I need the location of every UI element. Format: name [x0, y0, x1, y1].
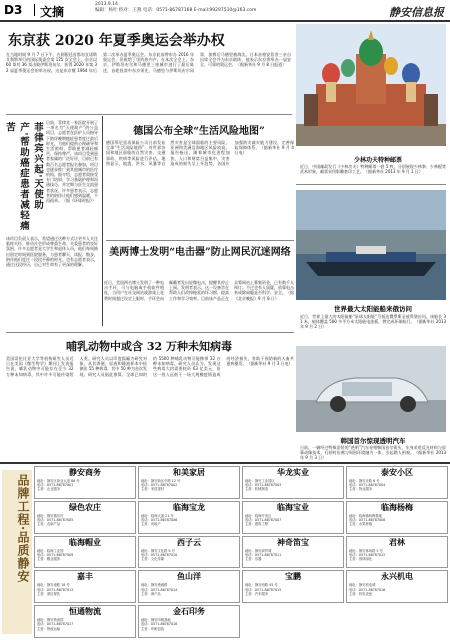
ad-detail-line: 地址：静安工业园区 [245, 479, 275, 483]
ad-details [139, 513, 239, 528]
ad-name: 神奇笛宝 [277, 536, 309, 547]
rescue-body: 日前，菲律宾一家医院开展了一项名为“天使助产”的公益项目，志愿者在医护人员指导下陪伴晚期癌症患者度过最后时光，为他们提供心理疏导和生活照料，帮助患者减轻痛苦、保持尊严。该项目受到患者家属的广泛好评，目前已有数百名志愿者报名参加，项目也逐步推广到其他城市的医疗机构。据介绍，志愿者需接受专门培训，学习基础护理和沟通技巧，并定期与医生交流患者状况。许多患者表示，志愿者的陪伴让他们感到温暖，不再孤单。（据《环球时报》） [46, 120, 98, 204]
ad-detail-line: 主营：海产品 [141, 591, 161, 596]
issue-info [95, 2, 256, 14]
ad-details [243, 478, 343, 493]
car-photo [296, 346, 446, 432]
ad-detail-line: 电话：0571-86787003 [245, 483, 282, 488]
ad-detail-line: 地址：静安南路 18 号 [37, 583, 70, 588]
ad-detail-line: 主营：文化传媒 [141, 557, 165, 561]
olympics-headline: 东京获 2020 年夏季奥运会举办权 [8, 33, 225, 49]
stamp-caption-title: 少林功夫特种邮票 [353, 157, 402, 164]
solar-boat-photo [296, 190, 446, 300]
ad-detail-line: 电话：0571-86787001 [37, 483, 74, 488]
ad-detail-line: 地址：临海镇杨梅基地 [349, 513, 382, 518]
divider [6, 332, 294, 333]
ad-box [138, 605, 240, 638]
solar-boat-title: 世界最大太阳能船来俄访问 [334, 305, 412, 313]
cathedral-illustration [296, 24, 446, 146]
ad-name: 西子云 [177, 536, 201, 547]
newspaper-name: 静安信息报 [389, 6, 444, 19]
stamp-photo [296, 24, 446, 146]
column-rule [102, 116, 103, 326]
ad-area-top-rule [0, 462, 450, 464]
ad-detail-line: 地址：临海开发区 [245, 513, 272, 518]
ad-name: 临海帽业 [69, 536, 101, 547]
section-name: 文摘 [40, 5, 65, 19]
ad-name: 鱼山洋 [177, 571, 201, 582]
ad-name: 静安商务 [69, 467, 101, 477]
ad-details [139, 478, 239, 493]
ad-detail-line: 主营：园林绿化 [349, 557, 373, 561]
ad-box [34, 466, 136, 499]
ad-detail-line: 主营：企业服务 [37, 487, 61, 492]
ad-box [346, 501, 448, 534]
ad-detail-line: 电话：0571-86787016 [349, 587, 386, 592]
ad-detail-line: 主营：酒店餐饮 [37, 591, 61, 596]
ad-details [243, 582, 343, 597]
ad-box [138, 570, 240, 603]
solar-boat-illustration [296, 190, 446, 300]
ad-detail-line: 地址：临海工业园 [37, 548, 64, 553]
ad-detail-line: 电话：0571-86787014 [141, 587, 178, 592]
divider [296, 184, 446, 185]
ad-detail-line: 地址：静安区商业大道 88 号 [37, 479, 80, 483]
ad-detail-line: 电话：0571-86787010 [141, 552, 178, 557]
ad-box [34, 536, 136, 569]
mammal-body: 美国哥伦比亚大学等机构研究人员近日在美国《微生物学》期刊上发表报告说，哺乳动物中可能存在至少 32 万种未知病毒，其中许多可能传染给人类。研究人员以印度狐蝠为研究对象，从其粪便、尿液和唾液样本中检测出 55 种病毒，其中 50 种为首次发现。研究人员据此推算，全球已知的约 5500 种哺乳动物可能携带 32 万种未知病毒。研究人员认为，发现这些病毒大约需要耗资 63 亿美元，但这一投入远低于一场大规模疫情造成的经济损失，有助于预防新的人畜共患病暴发。（据新华社 9 月 3 日电） [6, 356, 294, 377]
ad-box [346, 536, 448, 569]
ad-detail-line: 主营：机电设备 [349, 591, 373, 596]
ad-detail-line: 地址：静安商贸城 [245, 548, 272, 553]
ad-name: 临海宝业 [277, 501, 309, 512]
ad-detail-line: 地址：静安文化路 9 号 [141, 548, 175, 553]
ad-detail-line: 主营：汽车服务 [245, 591, 269, 596]
ad-box [34, 501, 136, 534]
ad-name: 和美家居 [173, 467, 205, 477]
ad-detail-line: 地址：静安西路 45 号 [245, 583, 278, 588]
ad-detail-line: 电话：0571-86787007 [245, 518, 282, 522]
germany-body: 德国慕尼黑再保险公司日前发布全球“生活风险地图”，对世界各国和地区面临的自然灾害、交通事故、疾病等风险进行评估。地图显示，地震、洪水、风暴等自然灾害是全球面临的主要风险，亚洲和美洲沿海地区风险较高。报告指出，随着城市化进程加快，人口和财富日益集中，灾害造成的损失呈上升趋势，各国应加强防灾减灾能力建设，完善保险保障体系。（据新华社 9 月 4 日电） [106, 140, 294, 166]
ad-detail-line: 电话：0571-86787006 [141, 518, 178, 522]
ad-box [346, 570, 448, 603]
ad-name: 嘉丰 [77, 571, 93, 582]
ad-detail-line: 主营：机械制造 [245, 487, 269, 492]
ad-details [243, 513, 343, 528]
ad-detail-line: 电话：0571-86787011 [245, 552, 282, 557]
ad-detail-line: 地址：静安新区中路 12 号 [141, 479, 181, 483]
divider [106, 240, 294, 241]
ad-box [346, 466, 448, 499]
ad-detail-line: 电话：0571-86787008 [349, 518, 386, 522]
ad-detail-line: 地址：静安机电城 [349, 583, 376, 588]
car-title: 韩国首尔惊现透明汽车 [340, 437, 406, 445]
ad-box [242, 501, 344, 534]
ad-details [35, 582, 135, 597]
ad-detail-line: 地址：静安物流园 [37, 618, 64, 623]
ad-name: 君林 [389, 536, 405, 547]
ad-name: 永兴机电 [381, 571, 413, 582]
header-divider [34, 4, 35, 16]
solar-boat-caption: 近日，世界上最大的太阳能船“星球太阳能”号抵达俄罗斯圣彼得堡访问。该船长 31 米，船体覆盖 500 多平方米太阳能电池板，曾完成环球航行。（据新华社 2013 年 9 月 2 日） [300, 314, 446, 330]
rescue-body-continued: 该项目负责人表示，希望通过这种方式让更多人关注临终关怀，推动社会形成尊重生命、关爱患者的良好氛围。许多志愿者是大学生和退休人员，他们每周抽出固定时间到医院服务，与患者聊天、读报、散步，陪伴他们度过一段段平静的时光。也有志愿者表示，通过这段经历，自己对生命有了更深的理解。 [6, 236, 98, 268]
ad-box [138, 466, 240, 499]
ad-detail-line: 地址：临海大道 21 号 [141, 513, 174, 518]
ad-details [35, 513, 135, 528]
issue-contacts: 编辑：杨叶 校对：王燕 电话：0571-86787168 E-mail:99297510@163.com [95, 8, 257, 13]
ad-name: 华龙实业 [277, 467, 309, 477]
ad-grid [34, 466, 448, 638]
ad-detail-line: 电话：0571-86787015 [245, 587, 282, 592]
car-caption: 日前，一辆经过特殊涂装的“透明”汽车亮相韩国首尔街头，车身采用反光材料与屏幕成像技术，行驶时仿佛与周围环境融为一体，引起路人围观。（据新华社 2013 年 9 月 3 日） [300, 445, 446, 461]
ad-name: 金石印务 [173, 606, 205, 617]
ad-box [138, 501, 240, 534]
page-number: D3 [4, 3, 23, 17]
ad-details [35, 478, 135, 493]
ad-detail-line: 电话：0571-86787005 [37, 518, 74, 522]
ad-detail-line: 主营：水果种植 [349, 522, 373, 527]
ad-detail-line: 主营：建筑工程 [245, 522, 269, 527]
ad-detail-line: 主营：帽业服饰 [37, 557, 61, 561]
ad-detail-line: 主营：房地产 [141, 522, 161, 527]
ad-name: 恒通物流 [69, 606, 101, 617]
ad-detail-line: 地址：静安林场路 3 号 [349, 548, 383, 553]
ad-box [242, 466, 344, 499]
ad-details [347, 513, 447, 528]
ad-detail-line: 电话：0571-86787018 [141, 622, 178, 627]
ad-detail-line: 电话：0571-86787004 [349, 483, 386, 488]
ad-detail-line: 电话：0571-86787017 [37, 622, 74, 627]
electric-headline: 美两博士发明“电击器”防止网民沉迷网络 [109, 247, 291, 258]
ad-details [243, 548, 343, 563]
rescue-headline: 菲律宾兴起'天使助产'帮助癌症患者减轻痛苦 [4, 122, 43, 231]
ad-details [139, 548, 239, 563]
ad-details [139, 617, 239, 632]
ad-name: 临海杨梅 [381, 501, 413, 512]
ad-detail-line: 主营：家居建材 [141, 487, 165, 492]
ad-detail-line: 地址：静安渔港路 [141, 583, 168, 588]
ad-detail-line: 主营：农副产品 [37, 522, 61, 527]
ad-details [347, 548, 447, 563]
ad-box [242, 570, 344, 603]
ad-name: 泰安小区 [381, 467, 413, 477]
ad-details [139, 582, 239, 597]
ad-detail-line: 电话：0571-86787009 [37, 552, 74, 557]
germany-headline: 德国公布全球“生活风险地图” [133, 126, 265, 137]
ad-detail-line: 地址：静安镇东村 [37, 513, 64, 518]
ad-detail-line: 主营：乐器 [245, 557, 262, 561]
ad-name: 宝鹏 [285, 571, 301, 582]
ad-details [35, 548, 135, 563]
ad-side-banner: 品牌工程·品质静安 [2, 470, 32, 634]
electric-body: 近日，美国两名博士发明了一种电击手环，可与电脑或手机软件相连，当用户在社交网站或游戏上花费时间超过设定上限时，手环会向佩戴者发出轻微电击，提醒其停止上网。发明者表示，这一设备旨在帮助人们改掉拖延的坏习惯，提高工作和学习效率。目前该产品正在众筹网站上募集资金，已有数千人预订。不过也有人质疑，依靠电击来戒除网瘾是否科学、安全。（据《北京晚报》9 月 8 日） [104, 280, 294, 301]
ad-detail-line: 电话：0571-86787012 [349, 552, 386, 557]
ad-detail-line: 电话：0571-86787002 [141, 483, 178, 488]
ad-box [138, 536, 240, 569]
ad-box [34, 605, 136, 638]
ad-name: 临海宝龙 [173, 501, 205, 512]
ad-detail-line: 主营：物流运输 [37, 626, 61, 631]
ad-detail-line: 电话：0571-86787013 [37, 587, 74, 592]
ad-detail-line: 地址：静安印刷基地 [141, 618, 171, 623]
divider [6, 114, 292, 115]
ad-box [242, 536, 344, 569]
ad-details [35, 617, 135, 632]
olympics-body: 在当地时间 9 月 7 日下午，在阿根廷首都布宜诺斯艾利斯举行的国际奥委会第 125 次全会上，东京以 60 票对 36 票击败伊斯坦布尔，获得 2020 年第 32 届夏季奥运会的举办权。这是东京继 1964 年后第二次举办夏季奥运会。东京此前曾申办 2016 年奥运会，但败给了里约热内卢。在本次全会上，东京、伊斯坦布尔和马德里三座城市进行了最后陈述，首轮投票中东京领先，马德里与伊斯坦布尔同票，加赛后马德里被淘汰。日本首相安倍晋三亲自出席全会并为东京助阵，他表示东京将举办一届安全、可靠的奥运会。（据新华社 9 月 8 日报道） [6, 52, 291, 73]
ad-details [347, 478, 447, 493]
stamp-caption: 近日，中国邮政发行《少林功夫》特种邮票一套 5 枚，分别展现少林拳、少林棍等武术形象，邮票采用影雕套印工艺。（据新华社 2013 年 9 月 1 日） [300, 164, 446, 175]
ad-details [347, 582, 447, 597]
car-illustration [296, 346, 446, 432]
ad-detail-line: 主营：物业服务 [349, 487, 373, 492]
mammal-headline: 哺乳动物中或含 32 万种未知病毒 [66, 340, 232, 353]
ad-detail-line: 地址：静安北路 6 号 [349, 479, 380, 483]
ad-name: 绿色农庄 [69, 501, 101, 512]
ad-box [34, 570, 136, 603]
ad-detail-line: 主营：印刷包装 [141, 626, 165, 631]
issue-date: 2013.9.14 [95, 2, 118, 7]
